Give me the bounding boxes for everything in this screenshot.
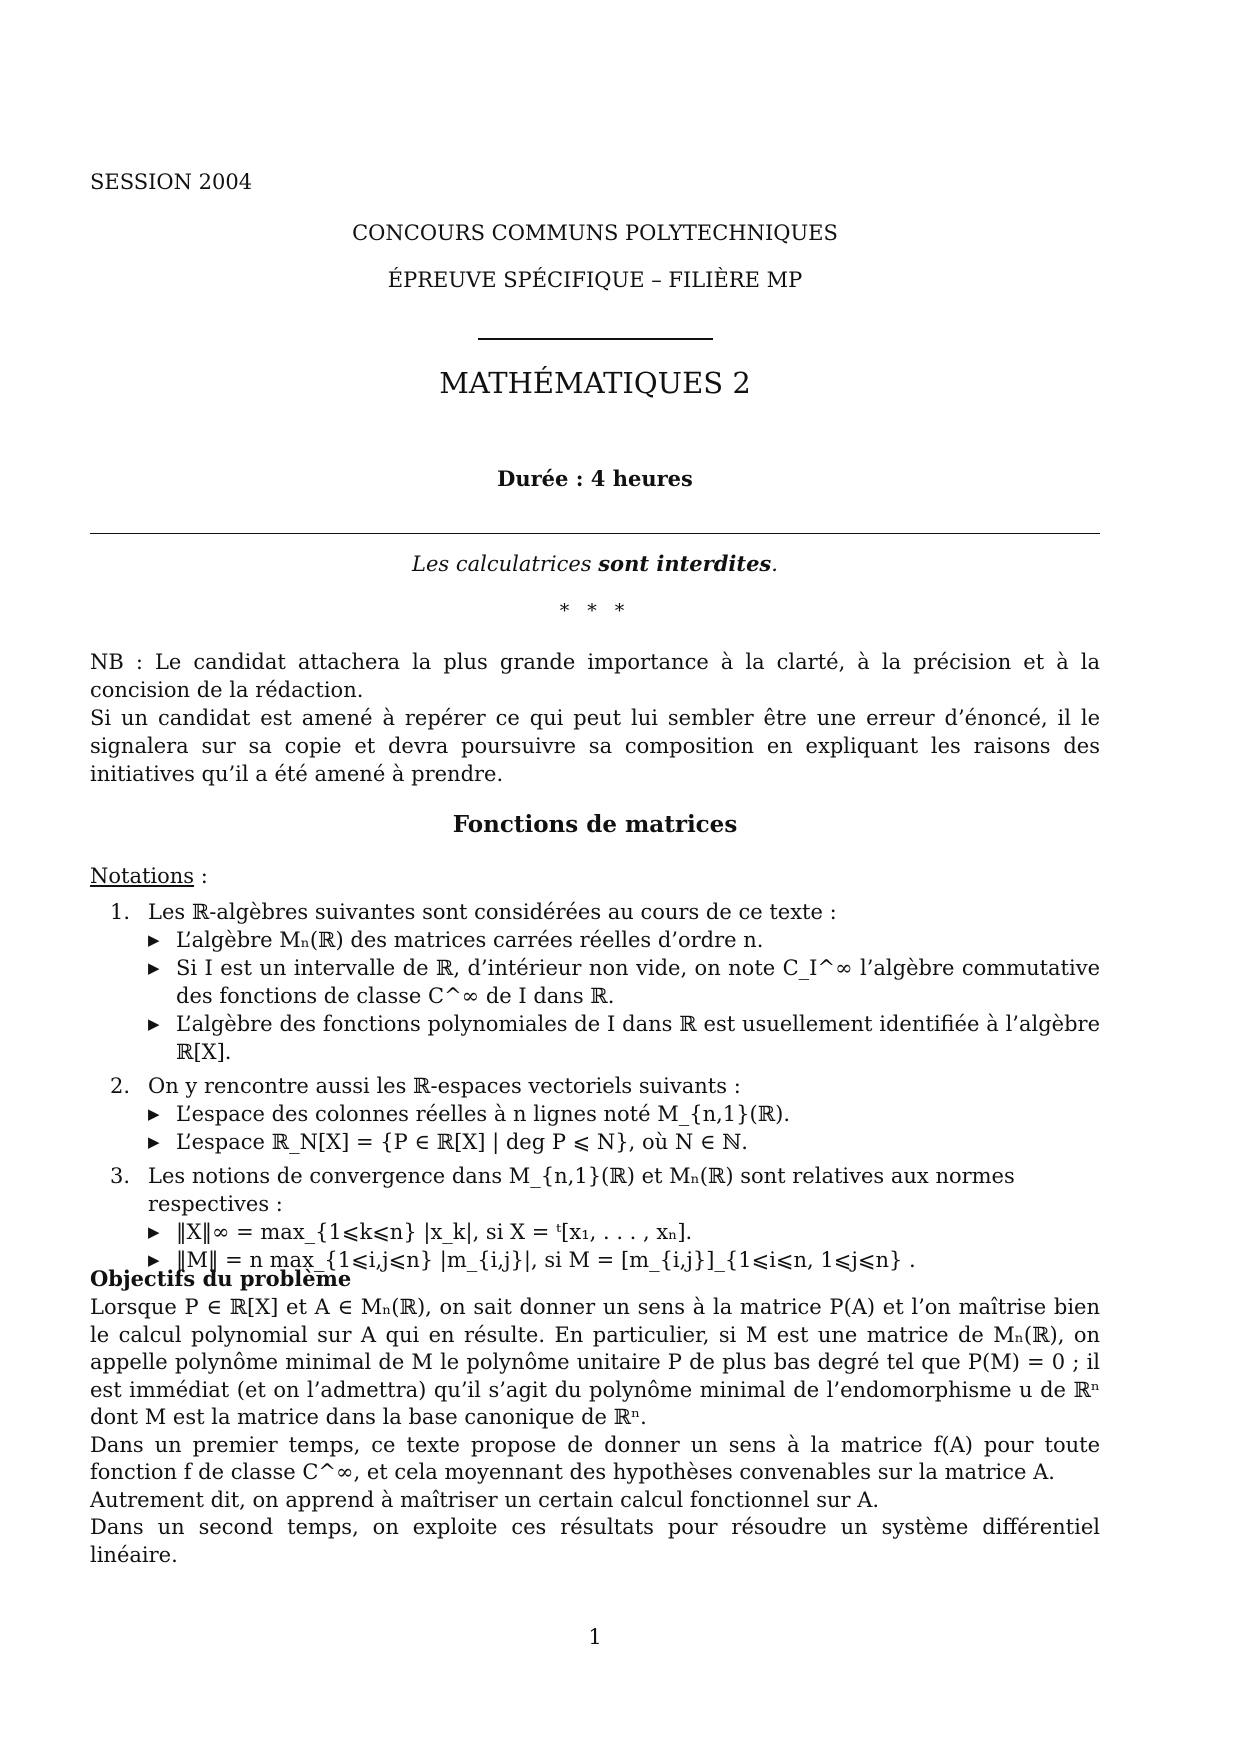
triangle-bullet-icon: ▶ <box>148 1015 160 1033</box>
item-number: 3. <box>110 1164 131 1188</box>
item-text: On y rencontre aussi les ℝ-espaces vectoriels suivants : <box>148 1074 741 1098</box>
epreuve-title: ÉPREUVE SPÉCIFIQUE – FILIÈRE MP <box>387 268 803 292</box>
list-item <box>90 1072 1100 1156</box>
triangle-bullet-icon: ▶ <box>148 1251 160 1269</box>
nb-paragraph-2: Si un candidat est amené à repérer ce qui peut lui sembler être une erreur d’énoncé, il le signalera sur sa copie et devra poursuivre sa composition en expliquant les raisons des initiatives qu’il a été amené à prendre. <box>90 706 1100 786</box>
notations-colon: : <box>194 864 208 888</box>
sub-item-text: Si I est un intervalle de ℝ, d’intérieur non vide, on note C_I^∞ l’algèbre commutative des fonctions de classe C^∞ de I dans ℝ. <box>176 956 1100 1008</box>
separator-stars: * * * <box>559 600 631 622</box>
nb-block <box>90 648 1100 788</box>
sub-item <box>148 926 1100 954</box>
objectives-paragraph-2: Dans un premier temps, ce texte propose de donner un sens à la matrice f(A) pour toute fonction f de classe C^∞, et cela moyennant des hypothèses convenables sur la matrice A. <box>90 1432 1100 1484</box>
sub-item <box>148 954 1100 1010</box>
item-text: Les ℝ-algèbres suivantes sont considérées au cours de ce texte : <box>148 900 837 924</box>
subject-title: MATHÉMATIQUES 2 <box>439 366 751 400</box>
sub-item-text: L’algèbre Mₙ(ℝ) des matrices carrées réelles d’ordre n. <box>176 928 764 952</box>
triangle-bullet-icon: ▶ <box>148 1223 160 1241</box>
section-title: Fonctions de matrices <box>452 811 738 838</box>
session-label: SESSION 2004 <box>90 170 253 194</box>
objectives-paragraph-3: Autrement dit, on apprend à maîtriser un certain calcul fonctionnel sur A. <box>90 1487 880 1512</box>
sub-item-text: L’algèbre des fonctions polynomiales de I dans ℝ est usuellement identifiée à l’algèbre ℝ[X]. <box>176 1012 1100 1064</box>
notations-list <box>90 898 1100 1274</box>
triangle-bullet-icon: ▶ <box>148 931 160 949</box>
item-text: Les notions de convergence dans M_{n,1}(ℝ) et Mₙ(ℝ) sont relatives aux normes respectives : <box>148 1164 1015 1216</box>
objectives-title: Objectifs du problème <box>90 1266 352 1291</box>
sub-item-text: ‖M‖ = n max_{1⩽i,j⩽n} |m_{i,j}|, si M = [m_{i,j}]_{1⩽i⩽n, 1⩽j⩽n} . <box>176 1248 916 1272</box>
notations-title: Notations <box>90 864 195 888</box>
page-number: 1 <box>588 1625 602 1649</box>
sub-item-text: ‖X‖∞ = max_{1⩽k⩽n} |x_k|, si X = ᵗ[x₁, . . . , xₙ]. <box>176 1220 693 1244</box>
triangle-bullet-icon: ▶ <box>148 1133 160 1151</box>
sub-item-text: L’espace des colonnes réelles à n lignes noté M_{n,1}(ℝ). <box>176 1102 791 1126</box>
sub-item <box>148 1128 1100 1156</box>
calculator-notice <box>0 551 1190 576</box>
title-rule <box>478 338 713 340</box>
item-number: 2. <box>110 1074 131 1098</box>
objectives-body <box>90 1294 1100 1569</box>
item-number: 1. <box>110 900 131 924</box>
triangle-bullet-icon: ▶ <box>148 959 160 977</box>
duration: Durée : 4 heures <box>497 466 693 491</box>
notations-heading <box>90 864 208 888</box>
triangle-bullet-icon: ▶ <box>148 1105 160 1123</box>
contest-title: CONCOURS COMMUNS POLYTECHNIQUES <box>352 221 838 245</box>
objectives-paragraph-1: Lorsque P ∈ ℝ[X] et A ∈ Mₙ(ℝ), on sait donner un sens à la matrice P(A) et l’on maîtrise bien le calcul polynomial sur A qui en résulte. En particulier, si M est une matrice de Mₙ(ℝ), on appelle polynôme minimal de M le polynôme unitaire P de plus bas degré tel que P(M) = 0 ; il est immédiat (et on l’admettra) qu’il s’agit du polynôme minimal de l’endomorphisme u de ℝⁿ dont M est la matrice dans la base canonique de ℝⁿ. <box>90 1295 1100 1429</box>
sub-item-text: L’espace ℝ_N[X] = {P ∈ ℝ[X] | deg P ⩽ N}, où N ∈ ℕ. <box>176 1130 748 1154</box>
calc-bold: sont interdites <box>598 551 772 576</box>
sub-item <box>148 1010 1100 1066</box>
objectives-paragraph-4: Dans un second temps, on exploite ces résultats pour résoudre un système différentiel linéaire. <box>90 1515 1100 1567</box>
list-item <box>90 1162 1100 1274</box>
calc-suffix: . <box>771 552 778 576</box>
sub-item <box>148 1100 1100 1128</box>
nb-paragraph-1: NB : Le candidat attachera la plus grande importance à la clarté, à la précision et à la concision de la rédaction. <box>90 650 1100 702</box>
sub-item <box>148 1218 1100 1246</box>
header-rule <box>90 533 1100 534</box>
list-item <box>90 898 1100 1066</box>
calc-prefix: Les calculatrices <box>412 552 592 576</box>
